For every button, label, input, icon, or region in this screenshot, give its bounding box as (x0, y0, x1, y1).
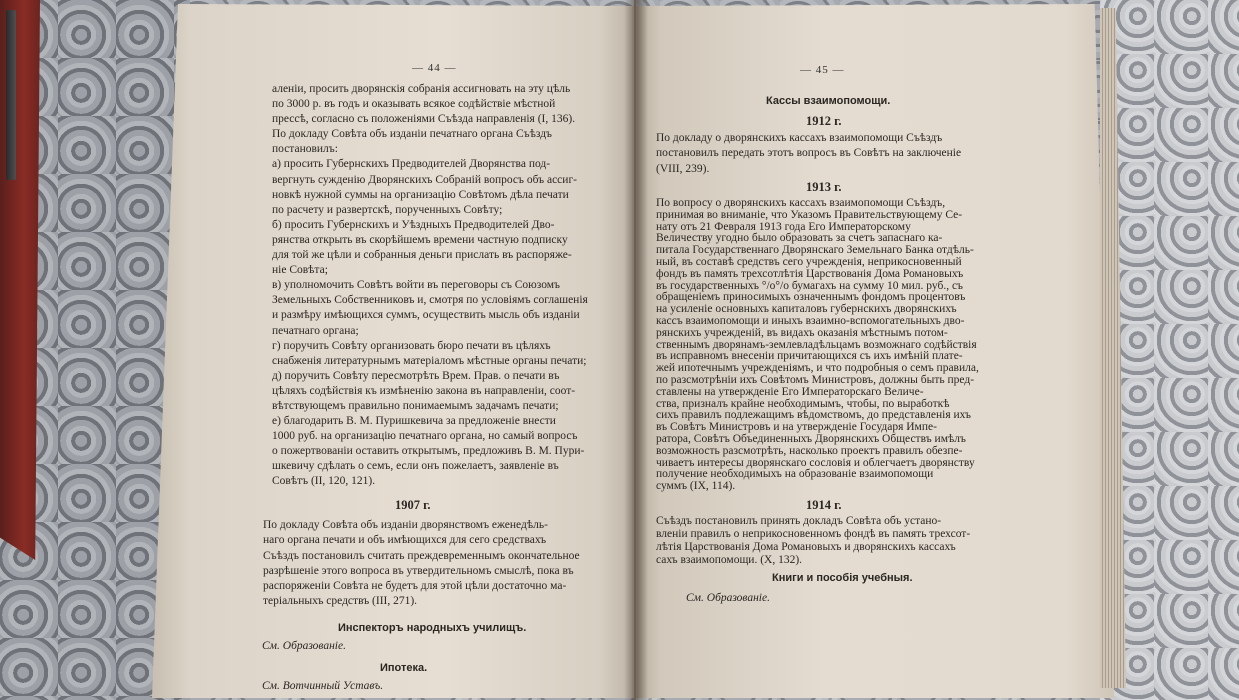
text-line: Совѣтъ (II, 120, 121). (272, 475, 376, 488)
right-ref-knigi: См. Образованiе. (686, 592, 770, 604)
left-paragraph-2 (263, 518, 580, 610)
right-year-1914: 1914 г. (806, 498, 842, 512)
text-line: и размѣру имѣющихся суммъ, осуществить мысль объ изданiи (272, 309, 580, 322)
text-line: терiальныхъ средствъ (III, 271). (263, 595, 418, 608)
text-line: постановилъ передать этотъ вопросъ въ Совѣтъ на заключенiе (656, 147, 962, 160)
text-line: Съѣздъ постановилъ принять докладъ Совѣта объ устано- (656, 515, 942, 527)
text-line: о пожертвованiи оставить открытымъ, предложивъ В. М. Пури- (272, 445, 585, 458)
text-line: въ Совѣтъ Министровъ и на утвержденiе Государя Импе- (656, 421, 937, 434)
text-line: жей ипотечнымъ учрежденiямъ, и что подробныя о семъ правила, (656, 362, 979, 375)
text-line: лѣтiя Царствованiя Дома Романовыхъ и дворянскихъ кассахъ (656, 541, 956, 553)
text-line: а) просить Губернскихъ Предводителей Дворянства под- (272, 158, 551, 171)
text-line: ный, въ составѣ средствъ сего учрежденiя, неприкосновенный (656, 255, 962, 268)
right-year-1912: 1912 г. (806, 114, 842, 128)
left-ref-inspector: См. Образованiе. (262, 640, 346, 652)
text-line: кассъ взаимопомощи и иныхъ взаимно-вспомогательныхъ дво- (656, 314, 965, 327)
text-line: въ государственныхъ °/о°/о бумагахъ на сумму 10 мил. руб., съ (656, 279, 963, 292)
text-line: ственнымъ дворянамъ-землевладѣльцамъ возможнаго содѣйствiя (656, 338, 977, 351)
text-line: (VIII, 239). (656, 162, 710, 175)
text-line: принимая во вниманiе, что Указомъ Правительствующему Се- (656, 208, 963, 221)
book-gutter-shadow (624, 0, 648, 700)
text-line: Земельныхъ Собственниковъ и, смотря по условiямъ соглашенiя (272, 294, 588, 307)
left-ref-ipoteka: См. Вотчинный Уставъ. (262, 680, 384, 692)
text-line: ства, призналъ крайне необходимымъ, чтобы, по выработкѣ (656, 397, 950, 410)
red-book-spine-strip (6, 10, 16, 180)
text-line: наго органа печати и объ имѣющихся для сего средствахъ (263, 534, 547, 547)
text-line: Величеству угодно было образовать за счетъ запаснаго ка- (656, 232, 943, 245)
text-line: возможность разсмотрѣть, насколько проектъ правилъ обезпе- (656, 444, 963, 457)
right-paragraph-1912 (656, 131, 961, 177)
text-line: снабженiя литературнымъ матерiаломъ мѣстные органы печати; (272, 354, 587, 367)
left-year-1907: 1907 г. (395, 498, 431, 512)
text-line: фондъ въ память трехсотлѣтiя Царствованiя Дома Романовыхъ (656, 267, 964, 280)
text-line: ратора, Совѣтъ Объединенныхъ Дворянскихъ Обществъ имѣлъ (656, 432, 966, 445)
text-line: прессѣ, согласно съ положенiями Съѣзда направленiя (I, 136). (272, 113, 576, 126)
right-year-1913: 1913 г. (806, 180, 842, 194)
text-line: по 3000 р. въ годъ и оказывать всякое содѣйствiе мѣстной (272, 98, 556, 111)
text-line: ставлены на утвержденiе Его Императорскаго Величе- (656, 385, 924, 398)
right-heading-knigi: Книги и пособiя учебныя. (772, 572, 913, 584)
text-line: питала Государственнаго Дворянскаго Земельнаго Банка отдѣль- (656, 244, 974, 257)
text-line: в) уполномочить Совѣтъ войти въ переговоры съ Союзомъ (272, 279, 561, 292)
right-paragraph-1914 (656, 515, 970, 567)
text-line: нату отъ 21 Февраля 1913 года Его Императорскому (656, 220, 911, 233)
text-line: вѣтствующемъ правильно понимаемымъ задачамъ печати; (272, 399, 559, 412)
text-line: г) поручить Совѣту организовать бюро печати въ цѣляхъ (272, 339, 551, 352)
text-line: б) просить Губернскихъ и Уѣздныхъ Предводителей Дво- (272, 218, 555, 231)
text-line: рянства открыть въ скорѣйшемъ времени частную подписку (272, 233, 568, 246)
text-line: постановилъ: (272, 143, 338, 156)
text-line: въ исправномъ внесенiи причитающихся съ ихъ имѣнiй платe- (656, 350, 963, 363)
text-line: нiе Совѣта; (272, 264, 328, 277)
text-line: Съѣздъ постановилъ считать преждевременнымъ окончательное (263, 549, 580, 562)
text-line: вленiи правилъ о неприкосновенномъ фондѣ въ память трехсот- (656, 528, 971, 540)
left-paragraph-1 (272, 82, 588, 490)
text-line: сихъ правилъ подлежащимъ вѣдомствомъ, до представленiя ихъ (656, 409, 971, 422)
text-line: По докладу Совѣта объ изданiи дворянствомъ еженедѣль- (263, 519, 548, 531)
text-line: аленiи, просить дворянскiя собранiя ассигновать на эту цѣль (272, 83, 571, 95)
text-line: суммъ (IX, 114). (656, 480, 736, 493)
right-heading-kassy: Кассы взаимопомощи. (766, 95, 891, 107)
left-heading-inspector: Инспекторъ народныхъ училищъ. (338, 622, 527, 634)
text-line: на усиленiе основныхъ капиталовъ губернскихъ дворянскихъ (656, 303, 957, 316)
text-line: для той же цѣли и собранныя деньги прислать въ распоряже- (272, 249, 572, 262)
text-line: получение необходимыхъ на образованiе взаимопомощи (656, 468, 934, 481)
text-line: вергнуть сужденiю Дворянскихъ Собранiй вопросъ объ ассиг- (272, 173, 577, 186)
text-line: По докладу Совѣта объ изданiи печатнаго органа Съѣздъ (272, 128, 552, 141)
right-page-number: — 45 — (800, 64, 845, 76)
text-line: шкевичу сдѣлать о семъ, если онъ пожелаетъ, заявленiе въ (272, 460, 559, 473)
text-line: По докладу о дворянскихъ кассахъ взаимопомощи Съѣздъ (656, 132, 943, 144)
book-spine-line (634, 0, 636, 700)
text-line: д) поручить Совѣту пересмотрѣть Врем. Прав. о печати въ (272, 369, 560, 382)
left-page-number: — 44 — (412, 62, 457, 74)
text-line: новкѣ нужной суммы на организацiю Совѣтомъ дѣла печати (272, 188, 569, 201)
text-line: 1000 руб. на организацiю печатнаго органа, но самый вопросъ (272, 430, 578, 443)
left-heading-ipoteka: Ипотека. (380, 662, 428, 674)
text-line: печатнаго органа; (272, 324, 359, 337)
text-line: по разсмотрѣнiи ихъ Совѣтомъ Министровъ, должны быть пред- (656, 373, 975, 386)
text-line: е) благодарить В. М. Пуришкевича за предложенiе внести (272, 415, 556, 428)
text-line: цѣляхъ содѣйствiя къ измѣненiю закона въ направленiи, соот- (272, 384, 576, 397)
text-line: разрѣшенiе этого вопроса въ утвердительномъ смыслѣ, пока въ (263, 564, 574, 577)
right-paragraph-1913 (656, 198, 979, 493)
text-line: сахъ взаимопомощи. (X, 132). (656, 554, 803, 566)
text-line: чиваетъ интересы дворянскаго сословiя и облегчаетъ дворянству (656, 456, 975, 469)
text-line: распоряженiи Совѣта не будетъ для этой цѣли достаточно ма- (263, 580, 567, 593)
text-line: По вопросу о дворянскихъ кассахъ взаимопомощи Съѣздъ, (656, 197, 946, 209)
text-line: по расчету и развертскѣ, порученныхъ Совѣту; (272, 203, 503, 216)
text-line: обращенiемъ приносимыхъ означеннымъ фондомъ процентовъ (656, 291, 966, 304)
text-line: рянскихъ учрежденiй, въ видахъ оказанiя мѣстнымъ потом- (656, 326, 948, 339)
